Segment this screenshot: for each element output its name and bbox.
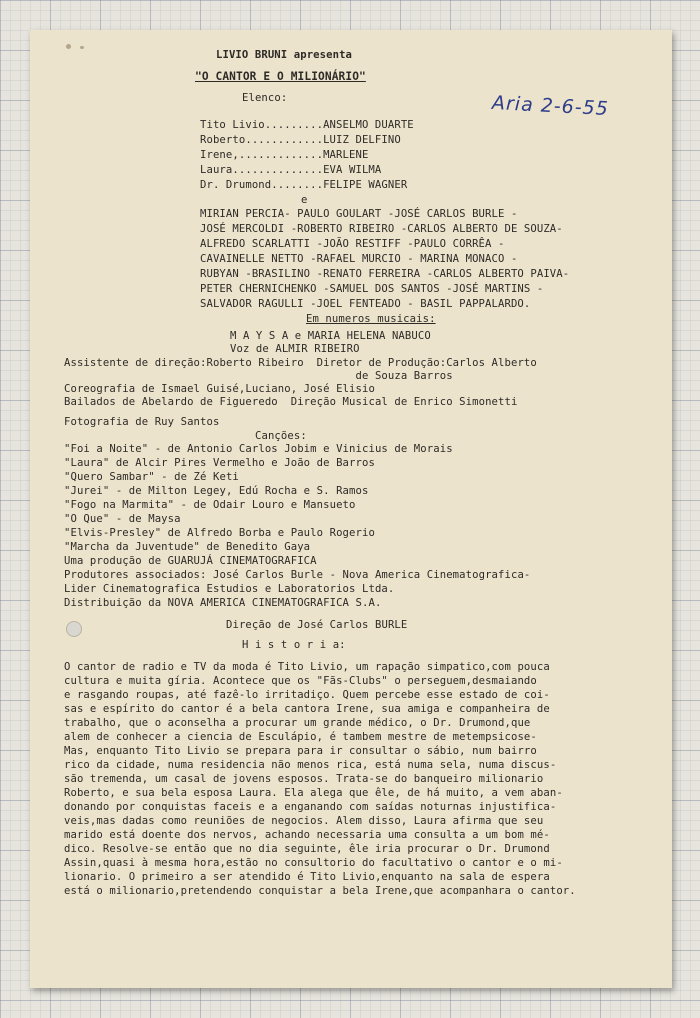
songs-label: Canções: [255, 430, 307, 442]
crew-credit-line: Assistente de direção:Roberto Ribeiro Diretor de Produção:Carlos Alberto [64, 357, 537, 369]
handwritten-date: Aria 2-6-55 [491, 91, 610, 121]
song-line: "Jurei" - de Milton Legey, Edú Rocha e S. Ramos [64, 485, 369, 497]
story-line: Roberto, e sua bela esposa Laura. Ela alega que êle, de há muito, a vem aban- [64, 787, 563, 799]
song-line: "Elvis-Presley" de Alfredo Borba e Paulo Rogerio [64, 527, 375, 539]
cast-line: Tito Livio.........ANSELMO DUARTE [200, 119, 414, 131]
song-line: "O Que" - de Maysa [64, 513, 181, 525]
supporting-cast-line: SALVADOR RAGULLI -JOEL FENTEADO - BASIL PAPPALARDO. [200, 298, 531, 310]
voice-credit: Voz de ALMIR RIBEIRO [230, 343, 360, 355]
story-line: veis,mas dadas como reuniões de negocios. Alem disso, Laura afirma que seu [64, 815, 544, 827]
cast-line: Laura..............EVA WILMA [200, 164, 382, 176]
story-line: está o milionario,pretendendo conquistar a bela Irene,que acompanhara o cantor. [64, 885, 576, 897]
production-line: Uma produção de GUARUJÁ CINEMATOGRAFICA [64, 555, 317, 567]
paper-stain [80, 46, 84, 49]
song-line: "Laura" de Alcir Pires Vermelho e João de Barros [64, 457, 375, 469]
song-line: "Foi a Noite" - de Antonio Carlos Jobim e Vinicius de Morais [64, 443, 453, 455]
story-line: Mas, enquanto Tito Livio se prepara para ir consultar o sábio, num bairro [64, 745, 537, 757]
director-credit: Direção de José Carlos BURLE [226, 619, 408, 631]
story-line: alem de conhecer a ciencia de Esculápio, é tambem mestre de metempsicose- [64, 731, 537, 743]
cast-label: Elenco: [242, 92, 288, 104]
song-line: "Marcha da Juventude" de Benedito Gaya [64, 541, 311, 553]
story-line: rico da cidade, numa residencia não menos rica, está numa sela, numa discus- [64, 759, 557, 771]
story-line: O cantor de radio e TV da moda é Tito Livio, um rapação simpatico,com pouca [64, 661, 550, 673]
story-line: trabalho, que o aconselha a procurar um grande médico, o Dr. Drumond,que [64, 717, 531, 729]
story-line: dico. Resolve-se então que no dia seguinte, êle iria procurar o Dr. Drumond [64, 843, 550, 855]
story-line: são tremenda, um casal de jovens esposos. Trata-se do banqueiro milionario [64, 773, 544, 785]
supporting-cast-line: PETER CHERNICHENKO -SAMUEL DOS SANTOS -JOSÉ MARTINS - [200, 283, 544, 295]
supporting-cast-line: MIRIAN PERCIA- PAULO GOULART -JOSÉ CARLOS BURLE - [200, 208, 518, 220]
film-title: "O CANTOR E O MILIONÁRIO" [195, 70, 366, 83]
song-line: "Quero Sambar" - de Zé Keti [64, 471, 239, 483]
story-line: e rasgando roupas, até fazê-lo irritadiço. Quem percebe esse estado de coi- [64, 689, 550, 701]
supporting-cast-line: JOSÉ MERCOLDI -ROBERTO RIBEIRO -CARLOS ALBERTO DE SOUZA- [200, 223, 563, 235]
crew-credit-line: Coreografia de Ismael Guisé,Luciano, José Elisio [64, 383, 375, 395]
story-line: donando por conquistas faceis e a enganando com saídas noturnas injustifica- [64, 801, 557, 813]
punch-hole [66, 621, 82, 637]
musical-performers: M A Y S A e MARIA HELENA NABUCO [230, 330, 431, 342]
cast-conjunction: e [301, 194, 308, 206]
typewritten-page [30, 30, 672, 988]
song-line: "Fogo na Marmita" - de Odair Louro e Mansueto [64, 499, 356, 511]
story-line: Assin,quasi à mesma hora,estão no consultorio do facultativo o cantor e o mi- [64, 857, 563, 869]
production-line: Produtores associados: José Carlos Burle - Nova America Cinematografica- [64, 569, 531, 581]
story-heading: H i s t o r i a: [242, 639, 346, 651]
distribution-line: Distribuição da NOVA AMERICA CINEMATOGRAFICA S.A. [64, 597, 382, 609]
paper-stain [66, 44, 71, 49]
cast-line: Irene,.............MARLENE [200, 149, 369, 161]
story-line: lionario. O primeiro a ser atendido é Tito Livio,enquanto na sala de espera [64, 871, 550, 883]
crew-credit-line: de Souza Barros [64, 370, 453, 382]
cast-line: Roberto............LUIZ DELFINO [200, 134, 401, 146]
presenter-line: LIVIO BRUNI apresenta [216, 49, 353, 61]
production-line: Lider Cinematografica Estudios e Laboratorios Ltda. [64, 583, 395, 595]
crew-credit-line: Bailados de Abelardo de Figueredo Direção Musical de Enrico Simonetti [64, 396, 518, 408]
crew-credit-line: Fotografia de Ruy Santos [64, 416, 220, 428]
cast-line: Dr. Drumond........FELIPE WAGNER [200, 179, 408, 191]
story-line: cultura e muita gíria. Acontece que os "Fãs-Clubs" o perseguem,desmaiando [64, 675, 537, 687]
supporting-cast-line: CAVAINELLE NETTO -RAFAEL MURCIO - MARINA MONACO - [200, 253, 518, 265]
supporting-cast-line: RUBYAN -BRASILINO -RENATO FERREIRA -CARLOS ALBERTO PAIVA- [200, 268, 570, 280]
supporting-cast-line: ALFREDO SCARLATTI -JOÃO RESTIFF -PAULO CORRÊA - [200, 238, 505, 250]
story-line: marido está doente dos nervos, achando necessaria uma consulta a um bom mé- [64, 829, 550, 841]
story-line: sas e espírito do cantor é a bela cantora Irene, sua amiga e companheira de [64, 703, 550, 715]
musical-numbers-label: Em numeros musicais: [306, 313, 436, 325]
